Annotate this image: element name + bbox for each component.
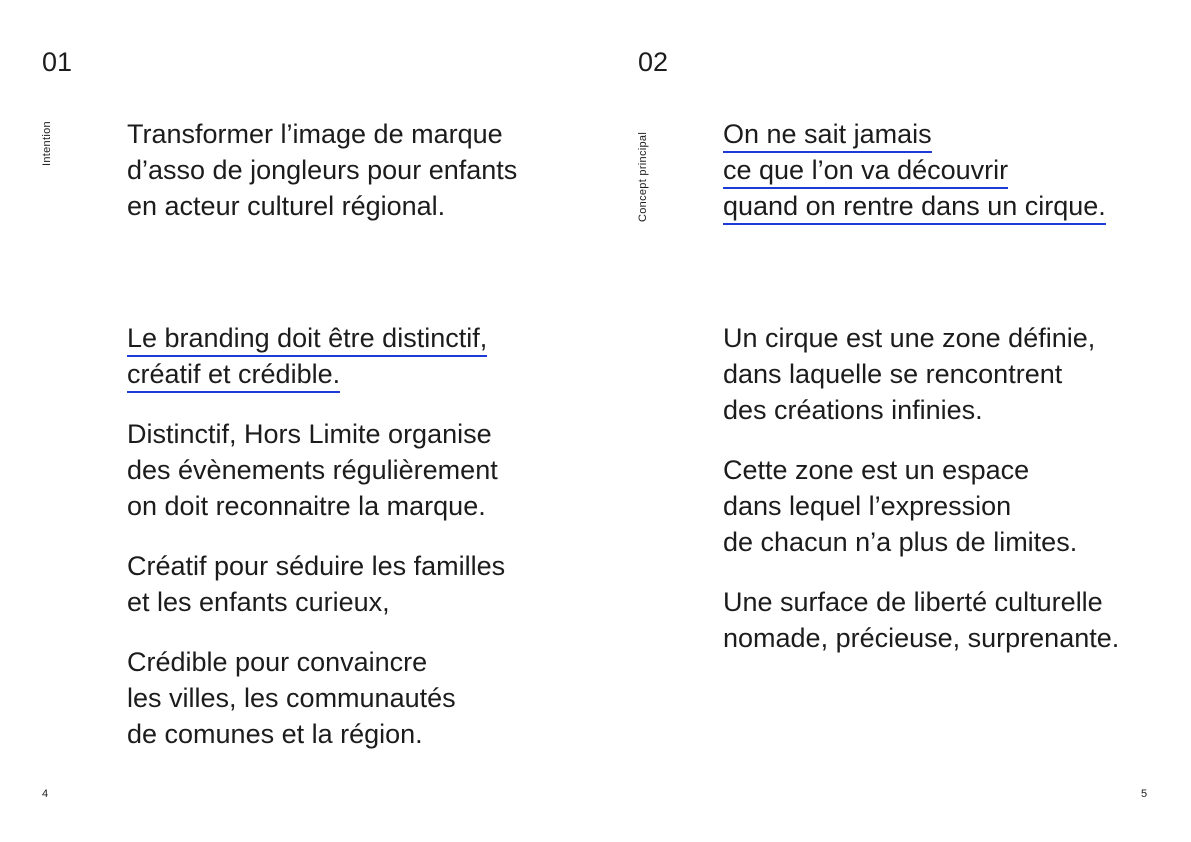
highlight-line: ce que l’on va découvrir bbox=[723, 153, 1008, 189]
paragraph-zone-definie bbox=[723, 320, 1095, 428]
section-number-01: 01 bbox=[42, 47, 73, 77]
paragraph-line: de chacun n’a plus de limites. bbox=[723, 527, 1078, 557]
paragraph-line: et les enfants curieux, bbox=[127, 587, 390, 617]
paragraph-line: de comunes et la région. bbox=[127, 719, 423, 749]
paragraph-line: Une surface de liberté culturelle bbox=[723, 587, 1103, 617]
paragraph-line: Créatif pour séduire les familles bbox=[127, 551, 506, 581]
intro-line: Transformer l’image de marque bbox=[127, 119, 503, 149]
paragraph-espace bbox=[723, 452, 1077, 560]
highlight-statement bbox=[127, 320, 487, 392]
paragraph-line: Crédible pour convaincre bbox=[127, 647, 428, 677]
page-number-left: 4 bbox=[42, 788, 49, 800]
section-number-02: 02 bbox=[638, 47, 669, 77]
page-number-right: 5 bbox=[1141, 788, 1148, 800]
vertical-label-concept: Concept principal bbox=[637, 131, 649, 222]
paragraph-line: nomade, précieuse, surprenante. bbox=[723, 623, 1120, 653]
vertical-label-intention: Intention bbox=[41, 121, 53, 166]
paragraph-creatif bbox=[127, 548, 505, 620]
paragraph-liberte bbox=[723, 584, 1119, 656]
paragraph-line: Un cirque est une zone définie, bbox=[723, 323, 1096, 353]
concept-statement bbox=[723, 116, 1106, 224]
paragraph-credible bbox=[127, 644, 456, 752]
highlight-line: créatif et crédible. bbox=[127, 357, 340, 393]
paragraph-line: dans laquelle se rencontrent bbox=[723, 359, 1063, 389]
highlight-line: On ne sait jamais bbox=[723, 117, 932, 153]
paragraph-distinctif bbox=[127, 416, 498, 524]
highlight-line: quand on rentre dans un cirque. bbox=[723, 189, 1106, 225]
paragraph-line: Distinctif, Hors Limite organise bbox=[127, 419, 492, 449]
highlight-line: Le branding doit être distinctif, bbox=[127, 321, 487, 357]
paragraph-line: des évènements régulièrement bbox=[127, 455, 498, 485]
intro-text bbox=[127, 116, 517, 224]
intro-line: d’asso de jongleurs pour enfants bbox=[127, 155, 518, 185]
paragraph-line: dans lequel l’expression bbox=[723, 491, 1012, 521]
paragraph-line: on doit reconnaitre la marque. bbox=[127, 491, 486, 521]
intro-line: en acteur culturel régional. bbox=[127, 191, 446, 221]
paragraph-line: des créations infinies. bbox=[723, 395, 983, 425]
paragraph-line: les villes, les communautés bbox=[127, 683, 456, 713]
paragraph-line: Cette zone est un espace bbox=[723, 455, 1030, 485]
